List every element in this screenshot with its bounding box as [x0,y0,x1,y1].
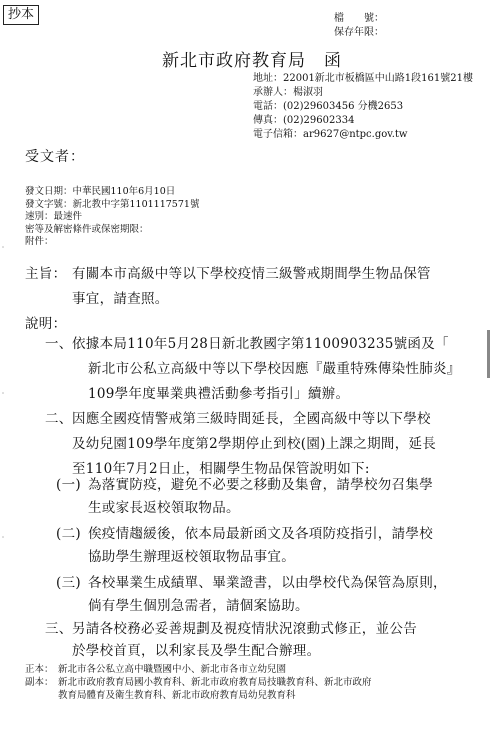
item-3-marker: 三、 [45,621,73,637]
item-2-line-2: 及幼兒園109學年度第2學期停止到校(園)上課之期間，延長 [72,436,437,452]
sub-item-3-line-2: 倘有學生個別急需者，請個案協助。 [88,598,309,614]
retention-label: 保存年限： [334,27,384,38]
binding-mark: ˙ [1,246,5,255]
sub-item-3-marker: (三) [56,575,81,591]
copy-recipient-line-2: 教育局體育及衛生教育科、新北市政府教育局幼兒教育科 [58,690,296,701]
recipient-label: 受文者： [25,149,85,165]
sub-item-2-line-1: 俟疫情趨緩後，依本局最新函文及各項防疫指引，請學校 [88,526,433,542]
item-3-line-1: 另請各校務必妥善規劃及視疫情狀況滾動式修正，並公告 [72,621,417,637]
sub-item-2-marker: (二) [56,526,81,542]
copy-stamp: 抄本 [3,5,39,25]
item-2-line-3: 至110年7月2日止，相關學生物品保管說明如下: [72,461,370,477]
sub-item-3-line-1: 各校畢業生成績單、畢業證書，以由學校代為保管為原則， [88,575,447,591]
main-recipient-text: 新北市各公私立高中職暨國中小、新北市各市立幼兒園 [58,664,287,675]
sub-item-2-line-2: 協助學生辦理返校領取物品事宜。 [88,549,295,565]
document-title: 新北市政府教育局 函 [162,51,342,71]
item-1-line-3: 109學年度畢業典禮活動參考指引」續辦。 [88,386,350,402]
item-1-line-1: 依據本局110年5月28日新北教國字第1100903235號函及「 [72,336,449,352]
main-recipient-label: 正本： [25,664,54,675]
issue-date: 發文日期：中華民國110年6月10日 [25,186,176,197]
sub-item-1-marker: (一) [56,477,81,493]
binding-mark: ˙ [1,536,5,545]
attachments: 附件： [25,236,54,247]
document-number: 發文字號：新北教中字第1101117571號 [25,198,200,210]
item-2-marker: 二、 [45,411,73,427]
explanation-label: 說明： [25,316,67,332]
contact-fax: 傳真：(02)29602334 [253,115,355,126]
subject-line-1: 有關本市高級中等以下學校疫情三級警戒期間學生物品保管 [72,266,431,282]
speed-class: 速別：最速件 [25,211,83,222]
subject-line-2: 事宜，請查照。 [72,291,169,307]
sub-item-1-line-2: 生或家長返校領取物品。 [88,500,240,516]
contact-block [253,72,473,142]
sub-item-1-line-1: 為落實防疫，避免不必要之移動及集會，請學校勿召集學 [88,477,433,493]
contact-person: 承辦人：楊淑羽 [253,87,323,98]
document-meta [25,186,199,249]
item-1-line-2: 新北市公私立高級中等以下學校因應『嚴重特殊傳染性肺炎』 [88,361,461,377]
page-edge-shadow [487,330,490,378]
file-number-label: 檔 號： [334,13,384,24]
binding-mark: ˙ [1,392,5,401]
confidentiality: 密等及解密條件或保密期限： [25,223,149,235]
copy-recipient-line-1: 新北市政府教育局國小教育科、新北市政府教育局技職教育科、新北市政府 [58,677,372,688]
contact-phone: 電話：(02)29603456 分機2653 [253,101,404,112]
contact-address: 地址：22001新北市板橋區中山路1段161號21樓 [253,73,473,84]
item-2-line-1: 因應全國疫情警戒第三級時間延長，全國高級中等以下學校 [72,411,431,427]
copy-recipient-label: 副本： [25,677,54,688]
contact-email: 電子信箱：ar9627@ntpc.gov.tw [253,129,408,140]
subject-label: 主旨： [25,266,67,282]
item-3-line-2: 於學校首頁，以利家長及學生配合辦理。 [72,643,321,659]
item-1-marker: 一、 [45,336,73,352]
